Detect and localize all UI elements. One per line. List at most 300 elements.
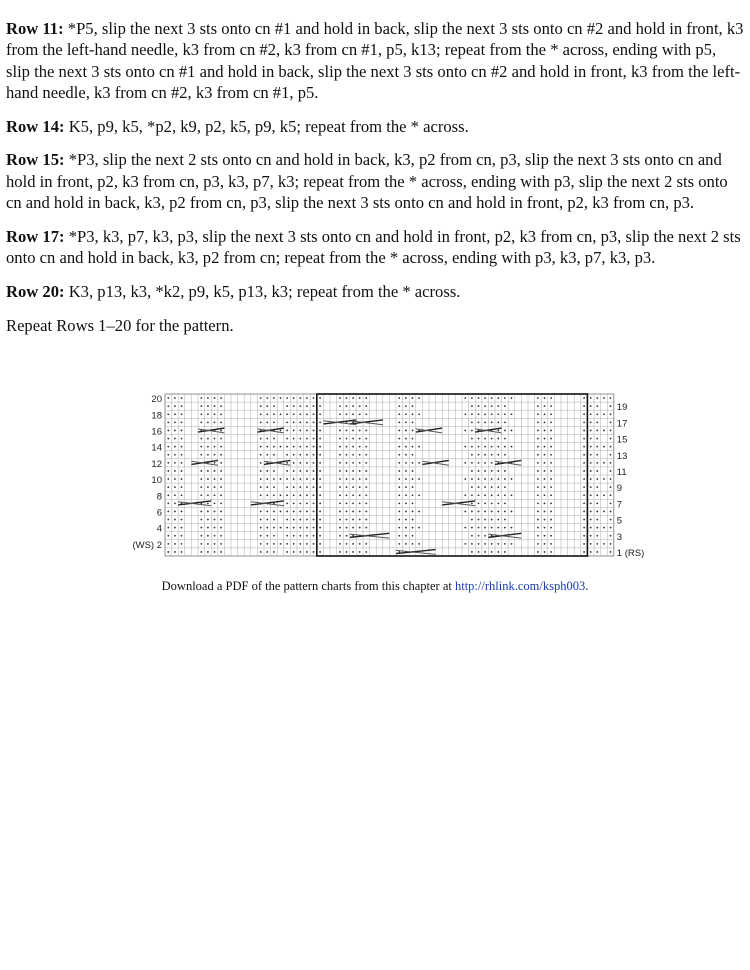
- purl-dot: [412, 527, 414, 529]
- purl-dot: [583, 535, 585, 537]
- purl-dot: [537, 486, 539, 488]
- purl-dot: [484, 438, 486, 440]
- purl-dot: [200, 454, 202, 456]
- purl-dot: [167, 413, 169, 415]
- purl-dot: [200, 421, 202, 423]
- left-row-label: (WS) 2: [132, 539, 162, 551]
- purl-dot: [537, 413, 539, 415]
- purl-dot: [583, 519, 585, 521]
- purl-dot: [266, 494, 268, 496]
- purl-dot: [207, 438, 209, 440]
- purl-dot: [260, 519, 262, 521]
- purl-dot: [596, 430, 598, 432]
- purl-dot: [200, 543, 202, 545]
- purl-dot: [583, 470, 585, 472]
- purl-dot: [352, 502, 354, 504]
- purl-dot: [286, 543, 288, 545]
- purl-dot: [220, 527, 222, 529]
- purl-dot: [286, 494, 288, 496]
- row-label: Row 11:: [6, 19, 64, 38]
- purl-dot: [174, 397, 176, 399]
- purl-dot: [471, 462, 473, 464]
- purl-dot: [610, 470, 612, 472]
- purl-dot: [550, 511, 552, 513]
- row-text: K5, p9, k5, *p2, k9, p2, k5, p9, k5; repeat from the * across.: [64, 116, 469, 136]
- purl-dot: [299, 438, 301, 440]
- purl-dot: [346, 413, 348, 415]
- row-text: *P3, k3, p7, k3, p3, slip the next 3 sts onto cn and hold in front, p2, k3 from cn, p3, slip the next 2 sts onto cn and hold in back, k3, p2 from cn; repeat from the * across, ending with p3, k3, p7, k3, p3.: [6, 226, 741, 268]
- purl-dot: [537, 494, 539, 496]
- purl-dot: [504, 502, 506, 504]
- purl-dot: [220, 454, 222, 456]
- purl-dot: [339, 470, 341, 472]
- purl-dot: [181, 494, 183, 496]
- purl-dot: [497, 543, 499, 545]
- purl-dot: [590, 486, 592, 488]
- purl-dot: [359, 551, 361, 553]
- purl-dot: [346, 486, 348, 488]
- purl-dot: [491, 486, 493, 488]
- purl-dot: [405, 421, 407, 423]
- purl-dot: [418, 462, 420, 464]
- pattern-text: [6, 18, 744, 349]
- purl-dot: [511, 413, 513, 415]
- purl-dot: [478, 519, 480, 521]
- purl-dot: [293, 438, 295, 440]
- purl-dot: [544, 502, 546, 504]
- purl-dot: [167, 438, 169, 440]
- purl-dot: [214, 502, 216, 504]
- purl-dot: [511, 494, 513, 496]
- purl-dot: [352, 438, 354, 440]
- purl-dot: [544, 405, 546, 407]
- purl-dot: [293, 543, 295, 545]
- purl-dot: [544, 519, 546, 521]
- left-row-label: 12: [151, 458, 162, 470]
- purl-dot: [596, 535, 598, 537]
- purl-dot: [550, 478, 552, 480]
- purl-dot: [484, 470, 486, 472]
- purl-dot: [346, 478, 348, 480]
- purl-dot: [596, 438, 598, 440]
- purl-dot: [346, 397, 348, 399]
- purl-dot: [306, 446, 308, 448]
- purl-dot: [293, 446, 295, 448]
- purl-dot: [273, 413, 275, 415]
- purl-dot: [260, 413, 262, 415]
- purl-dot: [359, 413, 361, 415]
- purl-dot: [590, 413, 592, 415]
- purl-dot: [220, 413, 222, 415]
- left-row-label: 8: [156, 491, 162, 503]
- purl-dot: [200, 486, 202, 488]
- purl-dot: [266, 551, 268, 553]
- purl-dot: [610, 446, 612, 448]
- purl-dot: [181, 527, 183, 529]
- purl-dot: [478, 543, 480, 545]
- purl-dot: [365, 478, 367, 480]
- purl-dot: [603, 511, 605, 513]
- purl-dot: [286, 511, 288, 513]
- purl-dot: [583, 438, 585, 440]
- purl-dot: [412, 430, 414, 432]
- purl-dot: [544, 454, 546, 456]
- purl-dot: [220, 421, 222, 423]
- purl-dot: [511, 478, 513, 480]
- purl-dot: [352, 519, 354, 521]
- purl-dot: [610, 405, 612, 407]
- purl-dot: [478, 446, 480, 448]
- purl-dot: [286, 446, 288, 448]
- purl-dot: [339, 551, 341, 553]
- purl-dot: [273, 527, 275, 529]
- purl-dot: [273, 551, 275, 553]
- purl-dot: [596, 462, 598, 464]
- purl-dot: [174, 551, 176, 553]
- purl-dot: [299, 551, 301, 553]
- purl-dot: [544, 494, 546, 496]
- purl-dot: [418, 543, 420, 545]
- purl-dot: [319, 470, 321, 472]
- purl-dot: [167, 462, 169, 464]
- purl-dot: [405, 486, 407, 488]
- purl-dot: [167, 502, 169, 504]
- purl-dot: [478, 462, 480, 464]
- purl-dot: [299, 454, 301, 456]
- purl-dot: [596, 413, 598, 415]
- purl-dot: [398, 511, 400, 513]
- purl-dot: [583, 502, 585, 504]
- purl-dot: [359, 519, 361, 521]
- purl-dot: [471, 405, 473, 407]
- purl-dot: [398, 535, 400, 537]
- purl-dot: [478, 421, 480, 423]
- purl-dot: [280, 478, 282, 480]
- row-text: K3, p13, k3, *k2, p9, k5, p13, k3; repeat from the * across.: [64, 281, 461, 301]
- purl-dot: [359, 470, 361, 472]
- purl-dot: [596, 502, 598, 504]
- purl-dot: [313, 551, 315, 553]
- purl-dot: [484, 543, 486, 545]
- purl-dot: [174, 454, 176, 456]
- purl-dot: [346, 405, 348, 407]
- left-row-label: 18: [151, 410, 162, 422]
- purl-dot: [478, 535, 480, 537]
- purl-dot: [596, 405, 598, 407]
- purl-dot: [293, 502, 295, 504]
- purl-dot: [207, 486, 209, 488]
- purl-dot: [418, 511, 420, 513]
- purl-dot: [200, 551, 202, 553]
- purl-dot: [537, 438, 539, 440]
- purl-dot: [405, 527, 407, 529]
- purl-dot: [418, 494, 420, 496]
- purl-dot: [583, 462, 585, 464]
- purl-dot: [214, 519, 216, 521]
- purl-dot: [405, 470, 407, 472]
- purl-dot: [365, 462, 367, 464]
- purl-dot: [478, 502, 480, 504]
- purl-dot: [610, 535, 612, 537]
- pdf-download-link[interactable]: http://rhlink.com/ksph003: [454, 579, 586, 593]
- purl-dot: [181, 462, 183, 464]
- purl-dot: [405, 478, 407, 480]
- purl-dot: [398, 454, 400, 456]
- purl-dot: [260, 511, 262, 513]
- purl-dot: [293, 494, 295, 496]
- purl-dot: [260, 405, 262, 407]
- row-15-instruction: [6, 149, 744, 213]
- purl-dot: [550, 454, 552, 456]
- purl-dot: [313, 486, 315, 488]
- purl-dot: [207, 421, 209, 423]
- chart-caption: [0, 579, 750, 594]
- purl-dot: [214, 494, 216, 496]
- purl-dot: [339, 462, 341, 464]
- purl-dot: [207, 413, 209, 415]
- purl-dot: [484, 413, 486, 415]
- purl-dot: [286, 486, 288, 488]
- purl-dot: [537, 478, 539, 480]
- purl-dot: [286, 405, 288, 407]
- purl-dot: [174, 430, 176, 432]
- purl-dot: [293, 413, 295, 415]
- purl-dot: [491, 519, 493, 521]
- purl-dot: [497, 430, 499, 432]
- purl-dot: [313, 502, 315, 504]
- purl-dot: [398, 438, 400, 440]
- purl-dot: [412, 470, 414, 472]
- purl-dot: [405, 502, 407, 504]
- purl-dot: [214, 438, 216, 440]
- purl-dot: [214, 535, 216, 537]
- right-row-label: 1 (RS): [616, 548, 645, 559]
- purl-dot: [207, 446, 209, 448]
- purl-dot: [359, 486, 361, 488]
- purl-dot: [365, 543, 367, 545]
- purl-dot: [181, 519, 183, 521]
- purl-dot: [590, 478, 592, 480]
- purl-dot: [181, 486, 183, 488]
- purl-dot: [603, 527, 605, 529]
- purl-dot: [359, 454, 361, 456]
- purl-dot: [293, 430, 295, 432]
- purl-dot: [346, 454, 348, 456]
- purl-dot: [319, 397, 321, 399]
- purl-dot: [346, 502, 348, 504]
- caption-text: Download a PDF of the pattern charts from this chapter at: [161, 579, 455, 593]
- purl-dot: [418, 478, 420, 480]
- purl-dot: [299, 511, 301, 513]
- purl-dot: [273, 421, 275, 423]
- purl-dot: [464, 527, 466, 529]
- purl-dot: [299, 486, 301, 488]
- purl-dot: [464, 511, 466, 513]
- purl-dot: [491, 462, 493, 464]
- purl-dot: [299, 446, 301, 448]
- purl-dot: [544, 397, 546, 399]
- purl-dot: [306, 519, 308, 521]
- purl-dot: [174, 413, 176, 415]
- purl-dot: [511, 397, 513, 399]
- purl-dot: [405, 446, 407, 448]
- purl-dot: [352, 454, 354, 456]
- purl-dot: [167, 405, 169, 407]
- purl-dot: [491, 494, 493, 496]
- purl-dot: [306, 430, 308, 432]
- purl-dot: [339, 519, 341, 521]
- purl-dot: [352, 543, 354, 545]
- purl-dot: [537, 502, 539, 504]
- purl-dot: [610, 486, 612, 488]
- purl-dot: [207, 502, 209, 504]
- purl-dot: [200, 494, 202, 496]
- purl-dot: [174, 470, 176, 472]
- purl-dot: [405, 438, 407, 440]
- purl-dot: [537, 543, 539, 545]
- purl-dot: [590, 527, 592, 529]
- purl-dot: [167, 543, 169, 545]
- purl-dot: [207, 454, 209, 456]
- right-row-label: 13: [616, 450, 628, 462]
- purl-dot: [471, 438, 473, 440]
- purl-dot: [207, 543, 209, 545]
- right-row-label: 19: [616, 402, 628, 414]
- purl-dot: [471, 543, 473, 545]
- purl-dot: [405, 430, 407, 432]
- purl-dot: [590, 462, 592, 464]
- purl-dot: [471, 502, 473, 504]
- purl-dot: [365, 551, 367, 553]
- purl-dot: [260, 462, 262, 464]
- purl-dot: [504, 511, 506, 513]
- purl-dot: [537, 430, 539, 432]
- purl-dot: [319, 478, 321, 480]
- purl-dot: [260, 543, 262, 545]
- purl-dot: [491, 397, 493, 399]
- purl-dot: [220, 494, 222, 496]
- purl-dot: [214, 478, 216, 480]
- purl-dot: [319, 430, 321, 432]
- purl-dot: [550, 462, 552, 464]
- purl-dot: [200, 519, 202, 521]
- purl-dot: [484, 405, 486, 407]
- purl-dot: [596, 551, 598, 553]
- purl-dot: [497, 470, 499, 472]
- purl-dot: [352, 405, 354, 407]
- purl-dot: [550, 519, 552, 521]
- purl-dot: [286, 527, 288, 529]
- purl-dot: [313, 421, 315, 423]
- purl-dot: [273, 470, 275, 472]
- purl-dot: [478, 478, 480, 480]
- purl-dot: [610, 438, 612, 440]
- purl-dot: [596, 486, 598, 488]
- purl-dot: [405, 413, 407, 415]
- purl-dot: [313, 519, 315, 521]
- purl-dot: [359, 478, 361, 480]
- purl-dot: [273, 486, 275, 488]
- purl-dot: [313, 462, 315, 464]
- purl-dot: [167, 551, 169, 553]
- purl-dot: [491, 438, 493, 440]
- purl-dot: [359, 527, 361, 529]
- purl-dot: [497, 478, 499, 480]
- purl-dot: [359, 405, 361, 407]
- purl-dot: [471, 446, 473, 448]
- row-text: *P5, slip the next 3 sts onto cn #1 and hold in back, slip the next 3 sts onto cn #2 and hold in front, k3 from the left-hand needle, k3 from cn #2, k3 from cn #1, p5, k13; repeat from the * across, ending with p5, slip the next 3 sts onto cn #1 and hold in back, slip the next 3 sts onto cn #2 and hold in front, k3 from the left-hand needle, k3 from cn #2, k3 from cn #1, p5.: [6, 19, 744, 102]
- purl-dot: [471, 519, 473, 521]
- purl-dot: [266, 535, 268, 537]
- purl-dot: [313, 430, 315, 432]
- purl-dot: [550, 438, 552, 440]
- purl-dot: [464, 430, 466, 432]
- purl-dot: [273, 478, 275, 480]
- purl-dot: [544, 462, 546, 464]
- purl-dot: [181, 421, 183, 423]
- purl-dot: [220, 397, 222, 399]
- purl-dot: [266, 543, 268, 545]
- purl-dot: [167, 454, 169, 456]
- purl-dot: [603, 397, 605, 399]
- row-label: Row 14:: [6, 116, 65, 136]
- purl-dot: [346, 446, 348, 448]
- purl-dot: [273, 446, 275, 448]
- purl-dot: [200, 397, 202, 399]
- purl-dot: [339, 527, 341, 529]
- purl-dot: [537, 421, 539, 423]
- purl-dot: [181, 413, 183, 415]
- purl-dot: [260, 446, 262, 448]
- purl-dot: [610, 551, 612, 553]
- purl-dot: [319, 535, 321, 537]
- purl-dot: [200, 438, 202, 440]
- purl-dot: [200, 446, 202, 448]
- purl-dot: [319, 551, 321, 553]
- purl-dot: [299, 478, 301, 480]
- purl-dot: [306, 535, 308, 537]
- purl-dot: [174, 438, 176, 440]
- purl-dot: [544, 438, 546, 440]
- purl-dot: [174, 421, 176, 423]
- purl-dot: [497, 519, 499, 521]
- purl-dot: [181, 454, 183, 456]
- purl-dot: [365, 527, 367, 529]
- purl-dot: [365, 494, 367, 496]
- purl-dot: [319, 446, 321, 448]
- purl-dot: [497, 527, 499, 529]
- purl-dot: [583, 551, 585, 553]
- purl-dot: [412, 413, 414, 415]
- purl-dot: [583, 511, 585, 513]
- purl-dot: [174, 486, 176, 488]
- purl-dot: [273, 405, 275, 407]
- purl-dot: [365, 519, 367, 521]
- purl-dot: [603, 478, 605, 480]
- purl-dot: [504, 421, 506, 423]
- purl-dot: [596, 494, 598, 496]
- purl-dot: [207, 397, 209, 399]
- purl-dot: [346, 438, 348, 440]
- purl-dot: [352, 494, 354, 496]
- purl-dot: [319, 413, 321, 415]
- purl-dot: [478, 438, 480, 440]
- purl-dot: [306, 405, 308, 407]
- purl-dot: [590, 430, 592, 432]
- purl-dot: [214, 454, 216, 456]
- purl-dot: [299, 502, 301, 504]
- purl-dot: [214, 470, 216, 472]
